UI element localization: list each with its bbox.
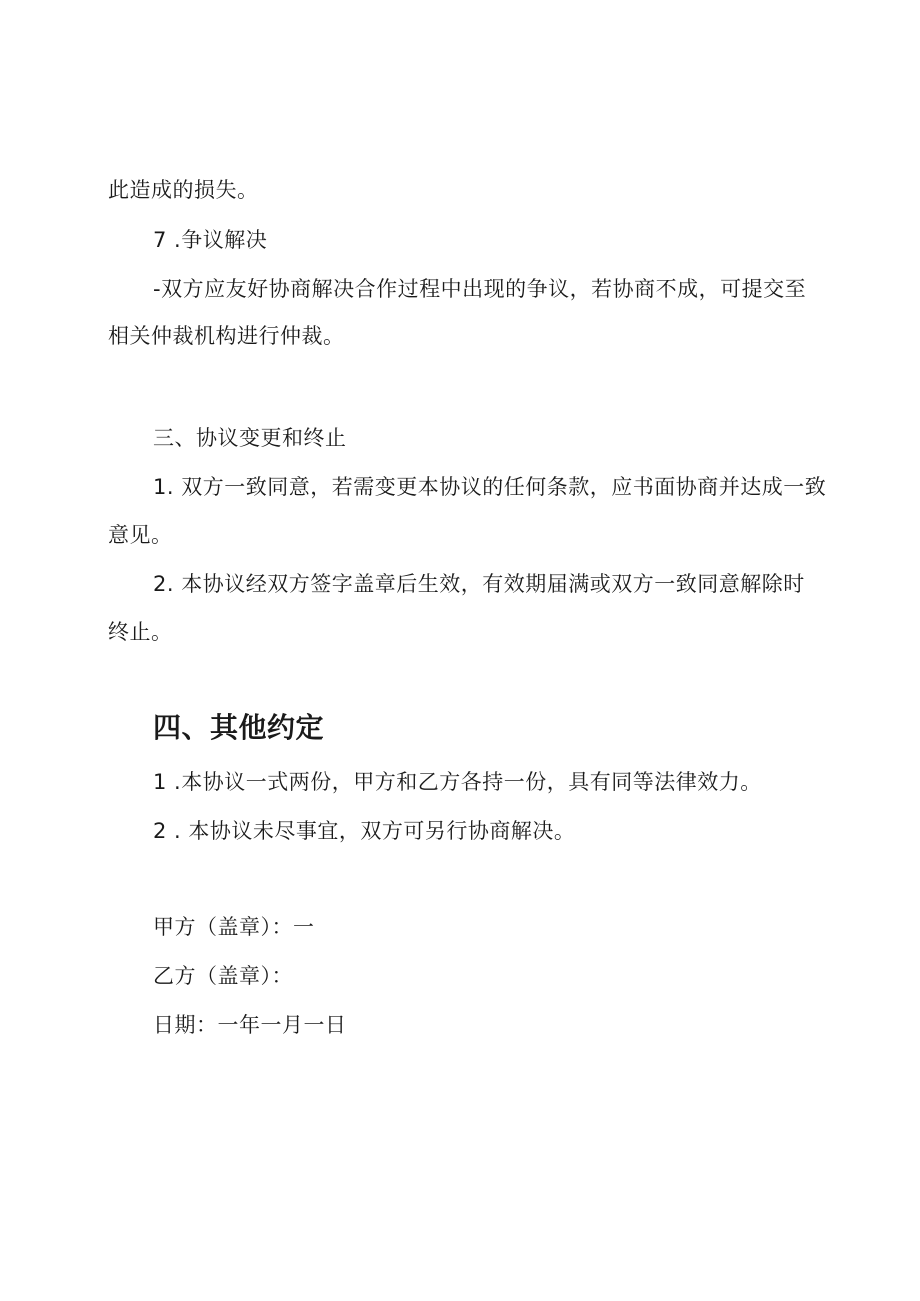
continuation-text: 此造成的损失。 xyxy=(108,178,259,202)
section-three-item1-line1: 1. 双方一致同意，若需变更本协议的任何条款，应书面协商并达成一致 xyxy=(153,475,827,499)
section-three-item2-line2: 终止。 xyxy=(108,620,173,644)
section-four-item2: 2 . 本协议未尽事宜，双方可另行协商解决。 xyxy=(153,819,576,843)
party-a-seal: 甲方（盖章）：一 xyxy=(153,915,315,939)
section-four-item1: 1 .本协议一式两份，甲方和乙方各持一份，具有同等法律效力。 xyxy=(153,770,762,794)
clause-7-title: 7 .争议解决 xyxy=(153,228,268,252)
section-three-item1-line2: 意见。 xyxy=(108,523,173,547)
section-three-item2-line1: 2. 本协议经双方签字盖章后生效，有效期届满或双方一致同意解除时 xyxy=(153,572,805,596)
section-three-title: 三、协议变更和终止 xyxy=(153,426,347,450)
party-b-seal: 乙方（盖章）： xyxy=(153,964,293,988)
clause-7-text-line1: -双方应友好协商解决合作过程中出现的争议，若协商不成，可提交至 xyxy=(153,277,807,301)
signature-date: 日期：一年一月一日 xyxy=(153,1013,347,1037)
clause-7-text-line2: 相关仲裁机构进行仲裁。 xyxy=(108,324,345,348)
section-four-title: 四、其他约定 xyxy=(153,711,325,744)
